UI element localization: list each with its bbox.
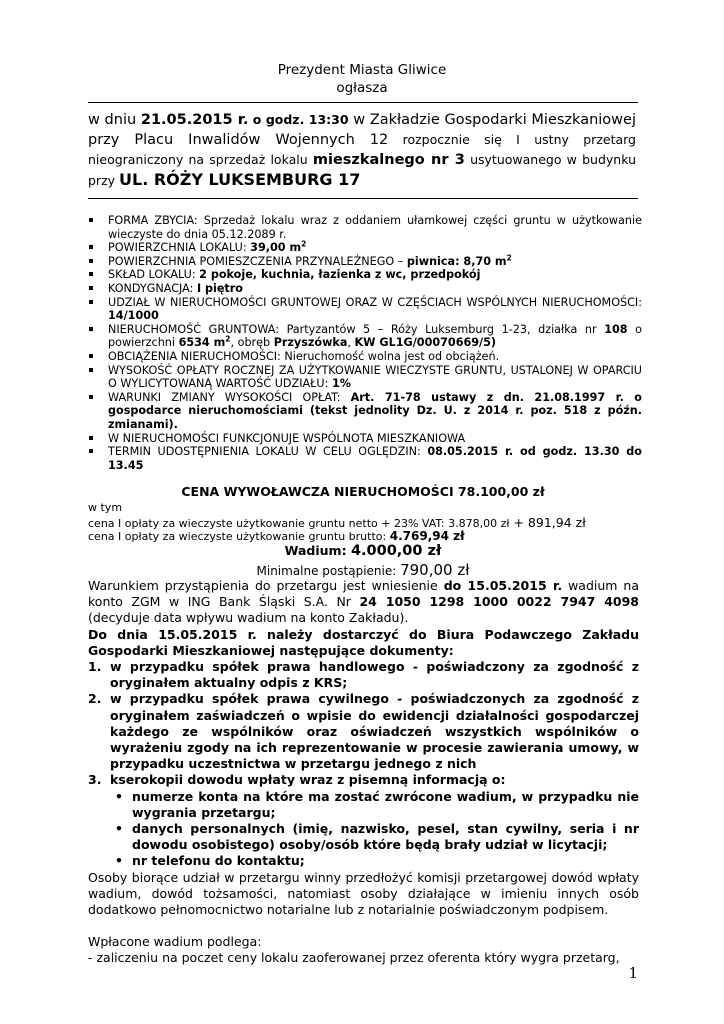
issuer-title: Prezydent Miasta Gliwice <box>277 62 447 78</box>
bullet-square-icon <box>89 272 93 276</box>
bullet-square-icon <box>89 286 93 290</box>
list-item: OBCIĄŻENIA NIERUCHOMOŚCI: Nieruchomość wolna jest od obciążeń. <box>86 350 642 364</box>
list-item: 1. w przypadku spółek prawa handlowego - poświadczony za zgodność z oryginałem aktualny odpis z KRS; <box>88 659 639 691</box>
documents-intro: Do dnia 15.05.2015 r. należy dostarczyć do Biura Podawczego Zakładu Gospodarki Mieszkaniowej następujące dokumenty: <box>88 626 639 658</box>
intro-paragraph: w dniu 21.05.2015 r. o godz. 13:30 w Zakładzie Gospodarki Mieszkaniowej przy Placu Inwalidów Wojennych 12 rozpocznie się I ustny przetarg nieograniczony na sprzedaż lokalu mieszkalnego nr 3 usytuowanego w budynku przy UL. RÓŻY LUKSEMBURG 17 <box>88 112 636 189</box>
price-breakdown-label: w tym <box>88 501 123 514</box>
deposit-paragraph: Warunkiem przystąpienia do przetargu jest wniesienie do 15.05.2015 r. wadium na konto ZGM w ING Bank Śląski S.A. Nr 24 1050 1298 1000 0022 7947 4098 (decyduje data wpływu wadium na konto Zakładu). <box>88 578 640 626</box>
list-item: KONDYGNACJA: I piętro <box>86 282 642 296</box>
bullet-square-icon <box>89 259 93 263</box>
bullet-square-icon <box>89 327 93 331</box>
wadium-line: Wadium: 4.000,00 zł <box>284 543 442 559</box>
list-item: 3. kserokopii dowodu wpłaty wraz z pisemną informacją o: • numerze konta na które ma zostać zwrócone wadium, w przypadku nie wygrania przetargu; • danych personalnych (imię, nazwisko, pesel, stan cywilny, seria i nr dowodu osobistego) osoby/osób które będą brały udział w licytacji; • nr telefonu do kontaktu; <box>88 772 639 869</box>
bullet-dot-icon: • <box>115 788 123 804</box>
list-item: • numerze konta na które ma zostać zwrócone wadium, w przypadku nie wygrania przetargu; <box>115 788 639 820</box>
top-rule <box>88 102 638 103</box>
list-item: WYSOKOŚĆ OPŁATY ROCZNEJ ZA UŻYTKOWANIE WIECZYSTE GRUNTU, USTALONEJ W OPARCIU O WYLICYTOWANĄ WARTOŚĆ UDZIAŁU: 1% <box>86 364 642 391</box>
announcement-word: ogłasza <box>336 80 388 96</box>
intro-rule <box>88 198 638 199</box>
list-item: • danych personalnych (imię, nazwisko, pesel, stan cywilny, seria i nr dowodu osobistego) osoby/osób które będą brały udział w licytacji; <box>115 821 639 853</box>
conditions-section <box>88 578 639 967</box>
page-number: 1 <box>628 964 638 982</box>
list-item: 2. w przypadku spółek prawa cywilnego - poświadczonych za zgodność z oryginałem zaświadczeń o wpisie do ewidencji działalności gospodarczej każdego ze wspólników oraz oświadczeń wszystkich wspólników o wyrażeniu zgody na ich reprezentowanie w procesie zawierania umowy, w przypadku uczestnictwa w przetargu jednego z nich <box>88 691 639 772</box>
bullet-dot-icon: • <box>115 821 123 837</box>
list-item: FORMA ZBYCIA: Sprzedaż lokalu wraz z oddaniem ułamkowej części gruntu w użytkowanie wieczyste do dnia 05.12.2089 r. <box>86 214 642 241</box>
price-brutto-line: cena I opłaty za wieczyste użytkowanie gruntu brutto: 4.769,94 zł <box>88 529 465 543</box>
bullet-square-icon <box>89 300 93 304</box>
bullet-square-icon <box>89 449 93 453</box>
price-netto-line: cena I opłaty za wieczyste użytkowanie gruntu netto + 23% VAT: 3.878,00 zł + 891,94 zł <box>88 515 586 530</box>
bullet-square-icon <box>89 245 93 249</box>
minimum-increment-line: Minimalne postąpienie: 790,00 zł <box>256 561 470 579</box>
starting-price-heading: CENA WYWOŁAWCZA NIERUCHOMOŚCI 78.100,00 zł <box>181 484 545 499</box>
list-item: NIERUCHOMOŚĆ GRUNTOWA: Partyzantów 5 – Róży Luksemburg 1-23, działka nr 108 o powierzchni 6534 $m^2$, obręb Przyszówka, KW GL1G/00070669/5) <box>86 323 642 350</box>
list-item: SKŁAD LOKALU: 2 pokoje, kuchnia, łazienka z wc, przedpokój <box>86 268 642 282</box>
participants-paragraph: Osoby biorące udział w przetargu winny przedłożyć komisji przetargowej dowód wpłaty wadium, dowód tożsamości, natomiast osoby działające w imieniu innych osób dodatkowo pełnomocnictwo notarialne lub z notarialnie poświadczonym podpisem. <box>88 869 639 918</box>
wadium-rules-heading: Wpłacone wadium podlega: <box>88 934 262 950</box>
bullet-square-icon <box>89 368 93 372</box>
list-item: WARUNKI ZMIANY WYSOKOŚCI OPŁAT: Art. 71-78 ustawy z dn. 21.08.1997 r. o gospodarce nieruchomościami (tekst jednolity Dz. U. z 2014 r. poz. 518 z późn. zmianami). <box>86 391 642 432</box>
property-details-list <box>86 214 642 472</box>
required-documents-list <box>88 659 639 870</box>
payment-info-list <box>110 789 639 870</box>
wadium-rule-line: - zaliczeniu na poczet ceny lokalu zaoferowanej przez oferenta który wygra przetarg, <box>88 950 620 966</box>
list-item: POWIERZCHNIA POMIESZCZENIA PRZYNALEŻNEGO – piwnica: 8,70 $m^2$ <box>86 255 642 269</box>
list-item: TERMIN UDOSTĘPNIENIA LOKALU W CELU OGLĘDZIN: 08.05.2015 r. od godz. 13.30 do 13.45 <box>86 445 642 472</box>
bullet-square-icon <box>89 436 93 440</box>
list-item: POWIERZCHNIA LOKALU: 39,00 $m^2$ <box>86 241 642 255</box>
list-item: • nr telefonu do kontaktu; <box>115 853 305 869</box>
bullet-square-icon <box>89 395 93 399</box>
list-item: W NIERUCHOMOŚCI FUNKCJONUJE WSPÓLNOTA MIESZKANIOWA <box>86 432 642 446</box>
bullet-square-icon <box>89 354 93 358</box>
bullet-dot-icon: • <box>115 853 123 869</box>
list-item: UDZIAŁ W NIERUCHOMOŚCI GRUNTOWEJ ORAZ W CZĘŚCIACH WSPÓLNYCH NIERUCHOMOŚCI: 14/1000 <box>86 296 642 323</box>
bullet-square-icon <box>89 218 93 222</box>
